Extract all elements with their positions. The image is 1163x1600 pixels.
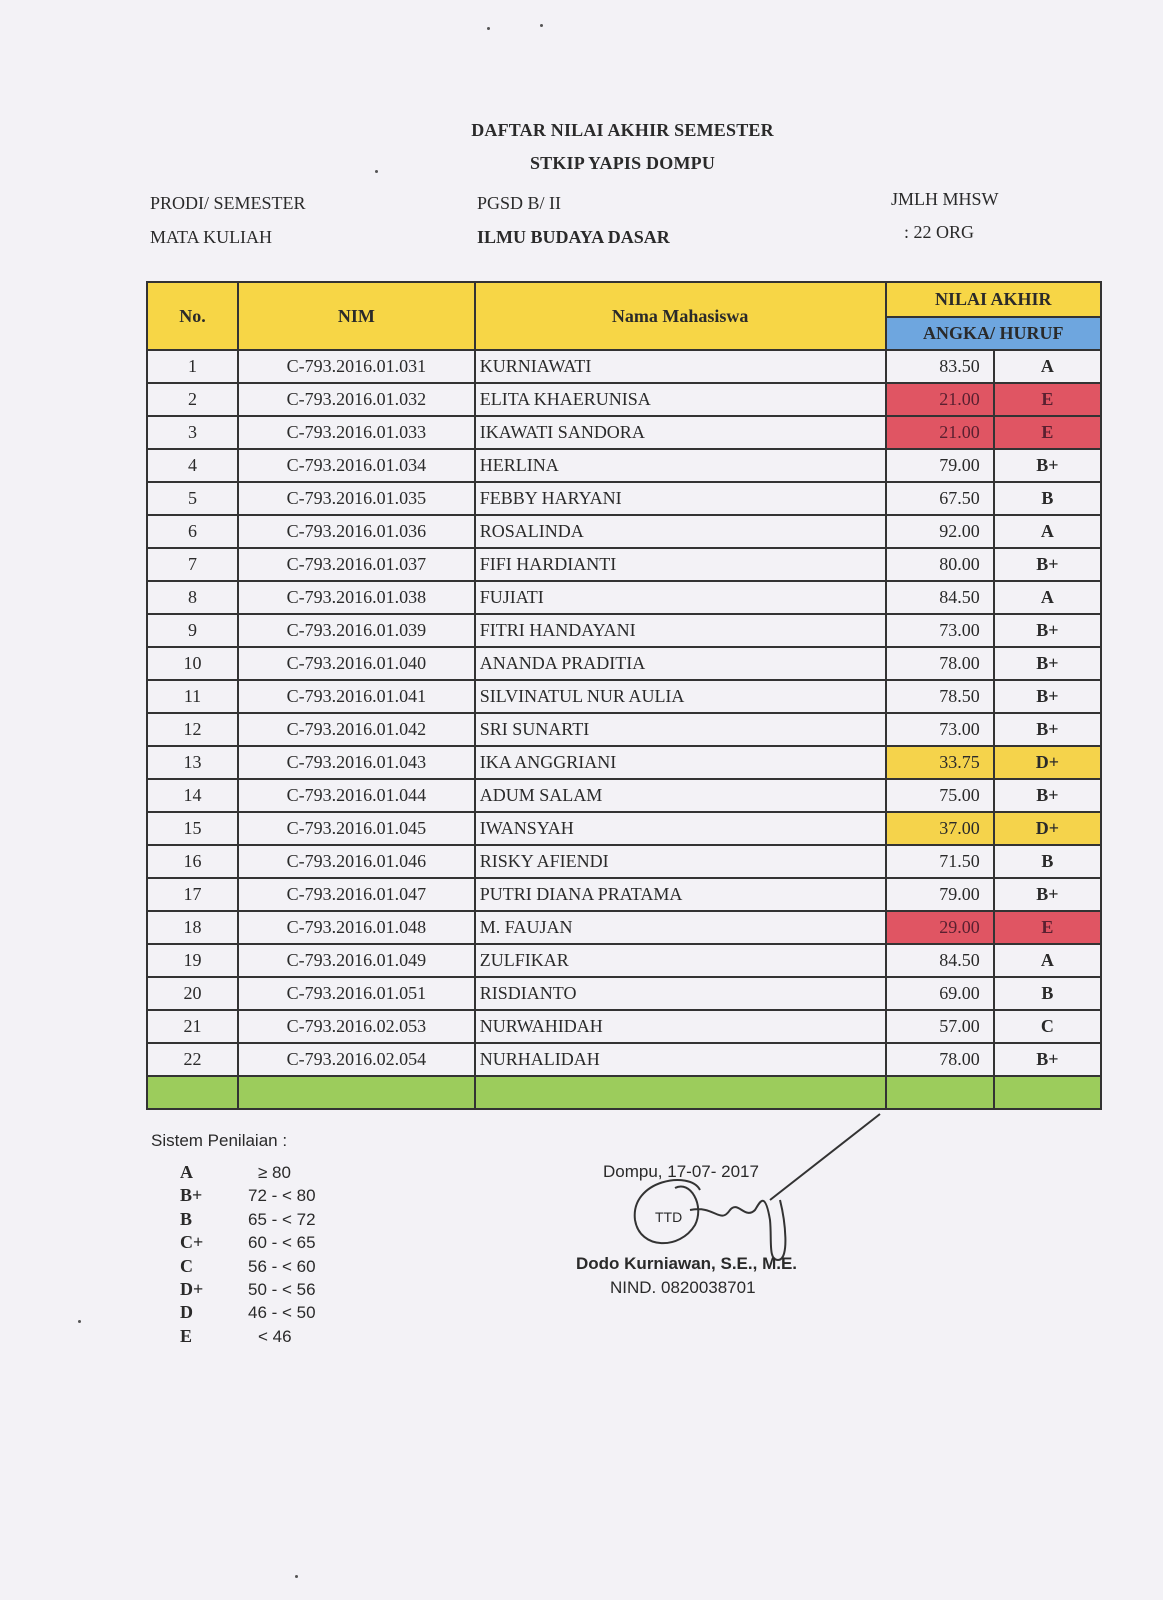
row-huruf: D+ <box>994 746 1101 779</box>
row-nim: C-793.2016.01.043 <box>238 746 475 779</box>
table-row <box>147 746 1101 779</box>
scale-title: Sistem Penilaian : <box>151 1131 288 1150</box>
table-row <box>147 482 1101 515</box>
scale-item <box>180 1326 292 1349</box>
row-no: 6 <box>147 515 238 548</box>
row-nama: SILVINATUL NUR AULIA <box>475 680 886 713</box>
scale-grade: C+ <box>180 1232 204 1253</box>
row-no: 11 <box>147 680 238 713</box>
row-huruf: B+ <box>994 1043 1101 1076</box>
scale-grade: A <box>180 1162 193 1182</box>
signer-nind: NIND. 0820038701 <box>610 1278 756 1297</box>
row-huruf: E <box>994 911 1101 944</box>
row-nim: C-793.2016.01.048 <box>238 911 475 944</box>
row-nim: C-793.2016.01.047 <box>238 878 475 911</box>
row-no: 7 <box>147 548 238 581</box>
header-nama: Nama Mahasiswa <box>475 282 886 350</box>
row-nim: C-793.2016.02.053 <box>238 1010 475 1043</box>
table-row <box>147 647 1101 680</box>
prodi-label: PRODI/ SEMESTER <box>150 193 306 213</box>
row-huruf: D+ <box>994 812 1101 845</box>
row-huruf: B <box>994 845 1101 878</box>
scale-item <box>180 1162 291 1185</box>
row-nama: ROSALINDA <box>475 515 886 548</box>
scale-range: 56 - < 60 <box>248 1256 316 1276</box>
table-row <box>147 680 1101 713</box>
grade-rows <box>147 350 1101 1076</box>
scale-grade: D <box>180 1302 193 1323</box>
row-nim: C-793.2016.01.033 <box>238 416 475 449</box>
row-no: 10 <box>147 647 238 680</box>
row-angka: 79.00 <box>886 878 994 911</box>
row-huruf: E <box>994 383 1101 416</box>
row-no: 21 <box>147 1010 238 1043</box>
row-no: 8 <box>147 581 238 614</box>
row-huruf: B <box>994 482 1101 515</box>
row-no: 2 <box>147 383 238 416</box>
row-huruf: B+ <box>994 548 1101 581</box>
scale-grade: E <box>180 1325 193 1346</box>
table-row <box>147 977 1101 1010</box>
row-nama: FITRI HANDAYANI <box>475 614 886 647</box>
row-nim: C-793.2016.01.042 <box>238 713 475 746</box>
scale-range: 60 - < 65 <box>248 1233 316 1253</box>
row-nama: PUTRI DIANA PRATAMA <box>475 878 886 911</box>
header-no: No. <box>147 282 238 350</box>
row-nama: KURNIAWATI <box>475 350 886 383</box>
mk-value: ILMU BUDAYA DASAR <box>477 227 670 247</box>
scan-speck <box>487 27 490 30</box>
row-angka: 84.50 <box>886 944 994 977</box>
row-huruf: B+ <box>994 680 1101 713</box>
row-nama: RISKY AFIENDI <box>475 845 886 878</box>
row-nim: C-793.2016.02.054 <box>238 1043 475 1076</box>
table-row <box>147 944 1101 977</box>
scale-grade: C <box>180 1255 193 1276</box>
scale-range: ≥ 80 <box>258 1163 291 1182</box>
row-nama: NURHALIDAH <box>475 1043 886 1076</box>
row-no: 18 <box>147 911 238 944</box>
scale-range: 46 - < 50 <box>248 1303 316 1323</box>
table-row <box>147 878 1101 911</box>
jmlh-label: JMLH MHSW <box>891 189 999 209</box>
row-angka: 84.50 <box>886 581 994 614</box>
header-nilai-akhir: NILAI AKHIR <box>886 282 1102 317</box>
prodi-value: PGSD B/ II <box>477 193 562 213</box>
table-footer-row <box>147 1076 1101 1109</box>
row-huruf: B+ <box>994 713 1101 746</box>
row-nama: IWANSYAH <box>475 812 886 845</box>
row-huruf: B+ <box>994 647 1101 680</box>
row-nama: M. FAUJAN <box>475 911 886 944</box>
row-nim: C-793.2016.01.051 <box>238 977 475 1010</box>
row-angka: 57.00 <box>886 1010 994 1043</box>
row-huruf: B+ <box>994 878 1101 911</box>
row-no: 15 <box>147 812 238 845</box>
row-huruf: A <box>994 515 1101 548</box>
row-angka: 73.00 <box>886 713 994 746</box>
signer-name: Dodo Kurniawan, S.E., M.E. <box>576 1254 798 1273</box>
signature-scribble <box>620 1110 890 1270</box>
scale-range: 72 - < 80 <box>248 1186 316 1206</box>
row-huruf: A <box>994 581 1101 614</box>
row-angka: 69.00 <box>886 977 994 1010</box>
table-row <box>147 812 1101 845</box>
row-nim: C-793.2016.01.036 <box>238 515 475 548</box>
row-angka: 21.00 <box>886 416 994 449</box>
row-angka: 92.00 <box>886 515 994 548</box>
table-row <box>147 581 1101 614</box>
row-no: 22 <box>147 1043 238 1076</box>
header-nim: NIM <box>238 282 475 350</box>
table-row <box>147 1043 1101 1076</box>
scale-item <box>180 1209 316 1232</box>
row-no: 14 <box>147 779 238 812</box>
header-angka-huruf: ANGKA/ HURUF <box>886 317 1102 350</box>
scale-range: 65 - < 72 <box>248 1209 316 1229</box>
row-nama: ANANDA PRADITIA <box>475 647 886 680</box>
row-nama: ADUM SALAM <box>475 779 886 812</box>
row-no: 9 <box>147 614 238 647</box>
row-nama: HERLINA <box>475 449 886 482</box>
row-nama: ZULFIKAR <box>475 944 886 977</box>
grades-table <box>146 281 1102 1110</box>
scale-item <box>180 1232 316 1255</box>
doc-subtitle: STKIP YAPIS DOMPU <box>529 153 716 173</box>
row-no: 5 <box>147 482 238 515</box>
row-huruf: C <box>994 1010 1101 1043</box>
table-row <box>147 845 1101 878</box>
scan-speck <box>295 1575 298 1578</box>
row-no: 3 <box>147 416 238 449</box>
row-nim: C-793.2016.01.034 <box>238 449 475 482</box>
scale-range: 50 - < 56 <box>248 1280 316 1299</box>
row-no: 12 <box>147 713 238 746</box>
table-row <box>147 779 1101 812</box>
row-no: 17 <box>147 878 238 911</box>
row-angka: 73.00 <box>886 614 994 647</box>
table-row <box>147 1010 1101 1043</box>
scale-item <box>180 1256 316 1279</box>
row-nim: C-793.2016.01.031 <box>238 350 475 383</box>
sign-place-date: Dompu, 17-07- 2017 <box>603 1162 759 1181</box>
row-angka: 75.00 <box>886 779 994 812</box>
scale-grade: D+ <box>180 1279 204 1299</box>
row-nim: C-793.2016.01.035 <box>238 482 475 515</box>
row-no: 1 <box>147 350 238 383</box>
row-nama: FEBBY HARYANI <box>475 482 886 515</box>
row-huruf: A <box>994 350 1101 383</box>
row-nim: C-793.2016.01.039 <box>238 614 475 647</box>
table-row <box>147 416 1101 449</box>
row-angka: 83.50 <box>886 350 994 383</box>
table-row <box>147 515 1101 548</box>
row-huruf: B <box>994 977 1101 1010</box>
row-no: 20 <box>147 977 238 1010</box>
row-huruf: B+ <box>994 614 1101 647</box>
table-row <box>147 713 1101 746</box>
row-no: 4 <box>147 449 238 482</box>
row-angka: 37.00 <box>886 812 994 845</box>
table-row <box>147 350 1101 383</box>
table-row <box>147 911 1101 944</box>
jmlh-value: : 22 ORG <box>904 222 975 242</box>
mk-label: MATA KULIAH <box>150 227 273 247</box>
row-nim: C-793.2016.01.038 <box>238 581 475 614</box>
scan-speck <box>540 24 543 27</box>
row-nama: IKAWATI SANDORA <box>475 416 886 449</box>
scale-grade: B+ <box>180 1185 203 1206</box>
row-nim: C-793.2016.01.037 <box>238 548 475 581</box>
row-angka: 78.00 <box>886 1043 994 1076</box>
row-nama: SRI SUNARTI <box>475 713 886 746</box>
row-angka: 71.50 <box>886 845 994 878</box>
row-angka: 29.00 <box>886 911 994 944</box>
row-nim: C-793.2016.01.032 <box>238 383 475 416</box>
row-nim: C-793.2016.01.040 <box>238 647 475 680</box>
table-row <box>147 383 1101 416</box>
row-angka: 79.00 <box>886 449 994 482</box>
table-row <box>147 548 1101 581</box>
table-row <box>147 614 1101 647</box>
row-huruf: B+ <box>994 449 1101 482</box>
table-row <box>147 449 1101 482</box>
row-no: 16 <box>147 845 238 878</box>
row-nim: C-793.2016.01.045 <box>238 812 475 845</box>
row-nama: RISDIANTO <box>475 977 886 1010</box>
row-no: 19 <box>147 944 238 977</box>
row-huruf: A <box>994 944 1101 977</box>
row-angka: 78.00 <box>886 647 994 680</box>
row-nama: NURWAHIDAH <box>475 1010 886 1043</box>
row-nama: FUJIATI <box>475 581 886 614</box>
scan-speck <box>78 1320 81 1323</box>
scale-item <box>180 1279 316 1302</box>
scale-grade: B <box>180 1208 193 1229</box>
row-huruf: E <box>994 416 1101 449</box>
ttd-stamp: TTD <box>655 1209 683 1225</box>
row-angka: 21.00 <box>886 383 994 416</box>
row-angka: 78.50 <box>886 680 994 713</box>
row-nim: C-793.2016.01.044 <box>238 779 475 812</box>
scan-speck <box>375 170 378 173</box>
doc-title: DAFTAR NILAI AKHIR SEMESTER <box>471 120 774 140</box>
row-nama: IKA ANGGRIANI <box>475 746 886 779</box>
row-huruf: B+ <box>994 779 1101 812</box>
scale-item <box>180 1302 316 1325</box>
row-nama: ELITA KHAERUNISA <box>475 383 886 416</box>
scale-item <box>180 1185 316 1208</box>
row-angka: 67.50 <box>886 482 994 515</box>
row-nim: C-793.2016.01.041 <box>238 680 475 713</box>
row-angka: 33.75 <box>886 746 994 779</box>
scale-range: < 46 <box>258 1326 292 1346</box>
row-no: 13 <box>147 746 238 779</box>
row-nama: FIFI HARDIANTI <box>475 548 886 581</box>
row-angka: 80.00 <box>886 548 994 581</box>
row-nim: C-793.2016.01.049 <box>238 944 475 977</box>
row-nim: C-793.2016.01.046 <box>238 845 475 878</box>
